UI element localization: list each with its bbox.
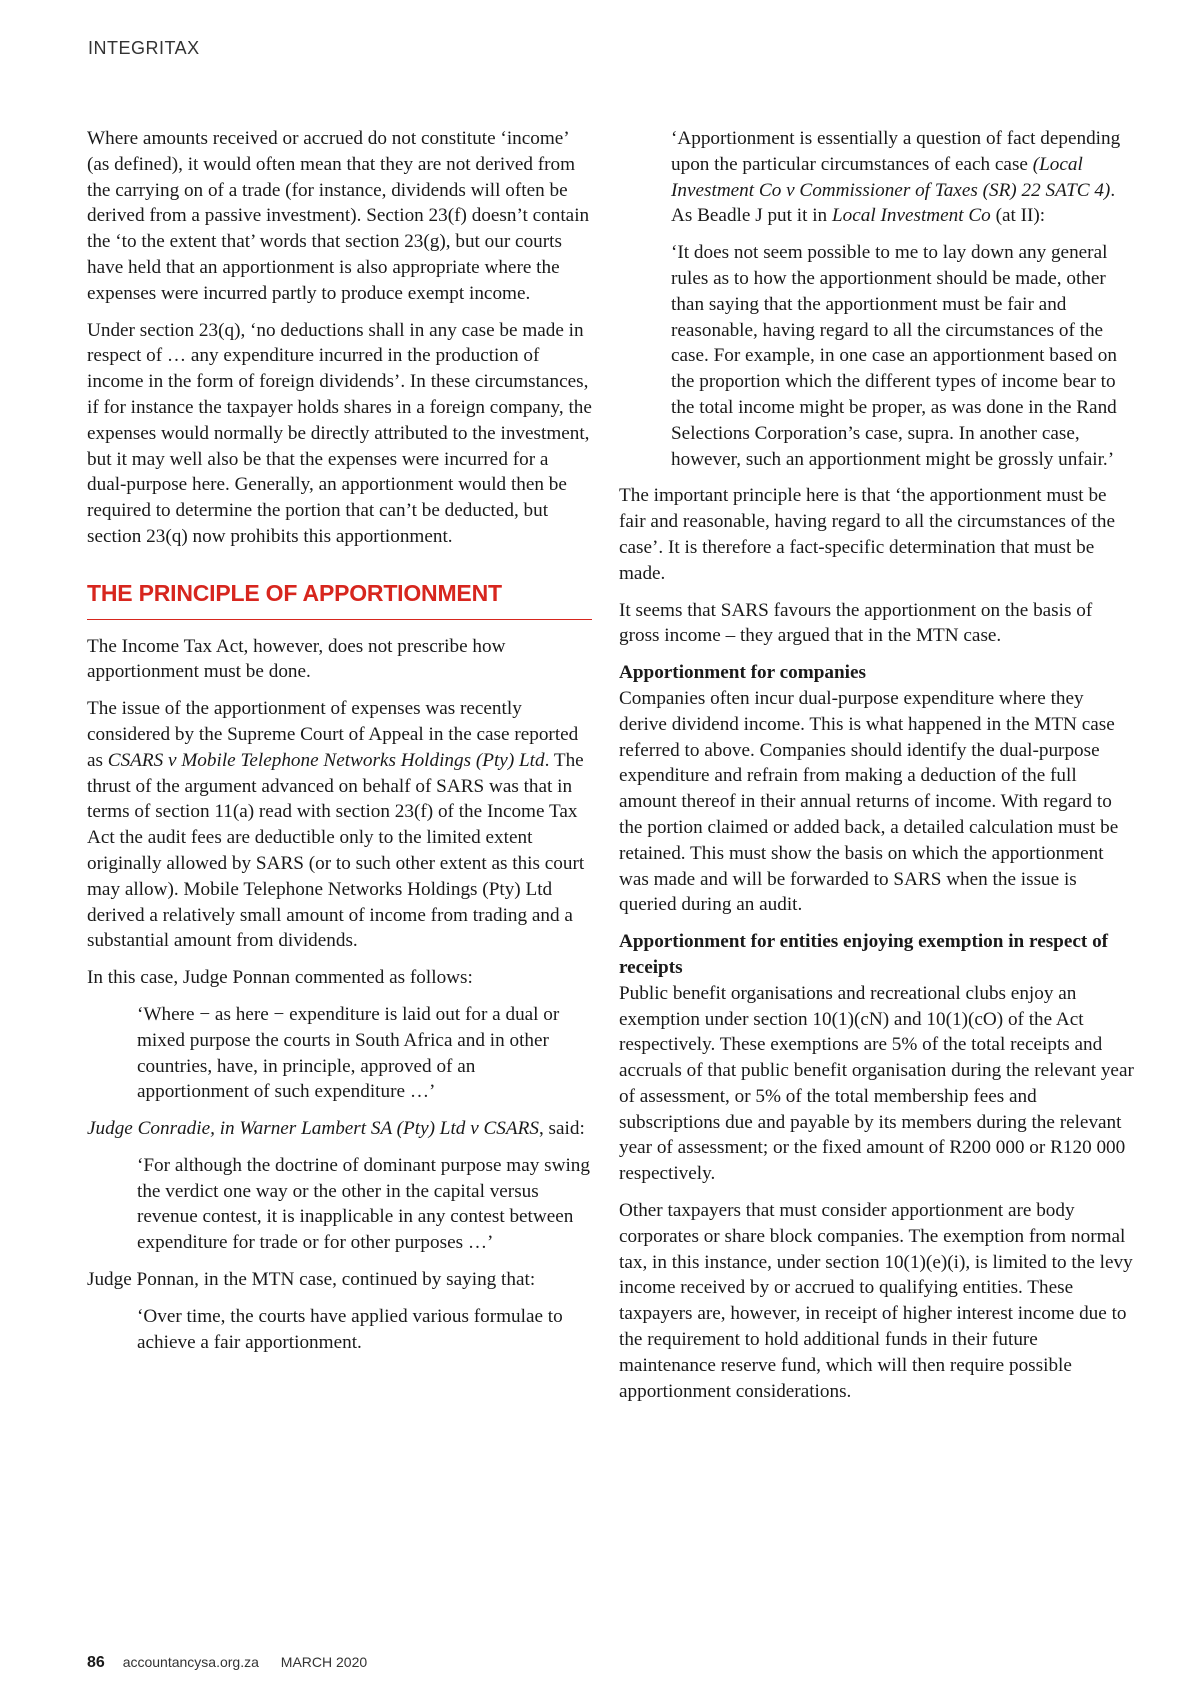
page-number: 86 — [87, 1654, 105, 1671]
case-citation: (Local Investment Co v Commissioner of Taxes (SR) 22 SATC 4) — [671, 153, 1111, 201]
paragraph: The Income Tax Act, however, does not prescribe how apportionment must be done. — [87, 635, 506, 683]
paragraph: Where amounts received or accrued do not constitute ‘income’ (as defined), it would often mean that they are not derived from the carrying on of a trade (for instance, dividends will often be derived from a passive investment). Section 23(f) doesn’t contain the ‘to the extent that’ words that section 23(g), but our courts have held that an apportionment is also appropriate where the expenses were incurred partly to produce exempt income. — [87, 128, 590, 304]
block-quote: ‘Apportionment is essentially a question of fact depending upon the particular circumstances of each case (Local Investment Co v Commissioner of Taxes (SR) 22 SATC 4). As Beadle J put it in Local Investment Co (at II): — [671, 128, 1121, 227]
paragraph: The important principle here is that ‘the apportionment must be fair and reasonable, having regard to all the circumstances of the case’. It is therefore a fact-specific determination that must be made. — [619, 485, 1115, 584]
paragraph: Judge Ponnan, in the MTN case, continued by saying that: — [87, 1269, 536, 1291]
paragraph: Other taxpayers that must consider apportionment are body corporates or share block companies. The exemption from normal tax, in this instance, under section 10(1)(e)(i), is limited to the levy income received by or accrued to qualifying entities. These taxpayers are, however, in receipt of higher interest income due to the requirement to hold additional funds in their future maintenance reserve fund, which will then require possible apportionment considerations. — [619, 1200, 1133, 1402]
paragraph: Apportionment for entities enjoying exemption in respect of receipts Public benefit organisations and recreational clubs enjoy an exemption under section 10(1)(cN) and 10(1)(cO) of the Act respectively. These exemptions are 5% of the total receipts and accruals of that public benefit organisation during the relevant year of assessment, or 5% of the total membership fees and subscriptions due and payable by its members during the relevant year of assessment; or the fixed amount of R200 000 or R120 000 respectively. — [619, 931, 1134, 1185]
block-quote: ‘Where − as here − expenditure is laid out for a dual or mixed purpose the courts in South Africa and in other countries, have, in principle, approved of an apportionment of such expenditure …’ — [137, 1003, 560, 1103]
left-column — [87, 126, 592, 1366]
page-footer — [87, 1654, 367, 1672]
publication-section-label: INTEGRITAX — [88, 38, 200, 58]
subheading: Apportionment for entities enjoying exemption in respect of receipts — [619, 931, 1109, 978]
section-heading: THE PRINCIPLE OF APPORTIONMENT — [87, 581, 592, 620]
website-link[interactable]: accountancysa.org.za — [122, 1654, 259, 1670]
right-column — [619, 126, 1134, 1415]
paragraph: Under section 23(q), ‘no deductions shall in any case be made in respect of … any expenditure incurred in the production of income in the form of foreign dividends’. In these circumstances, if for instance the taxpayer holds shares in a foreign company, the expenses would normally be directly attributed to the investment, but it may well also be that the expenses were incurred for a dual-purpose here. Generally, an apportionment would then be required to determine the portion that can’t be deducted, but section 23(q) now prohibits this apportionment. — [87, 319, 592, 547]
case-citation: Judge Conradie, in Warner Lambert SA (Pty) Ltd v CSARS — [87, 1118, 539, 1140]
paragraph: In this case, Judge Ponnan commented as follows: — [87, 967, 473, 989]
case-citation: Local Investment Co — [831, 205, 991, 227]
case-citation: CSARS v Mobile Telephone Networks Holdings (Pty) Ltd — [107, 749, 545, 771]
block-quote: ‘It does not seem possible to me to lay down any general rules as to how the apportionment should be made, other than saying that the apportionment must be fair and reasonable, having regard to all the circumstances of the case. For example, in one case an apportionment based on the proportion which the different types of income bear to the total income might be proper, as was done in the Rand Selections Corporation’s case, supra. In another case, however, such an apportionment might be grossly unfair.’ — [671, 242, 1117, 470]
subheading: Apportionment for companies — [619, 662, 866, 684]
issue-date: MARCH 2020 — [280, 1654, 368, 1670]
paragraph: Judge Conradie, in Warner Lambert SA (Pty) Ltd v CSARS, said: — [87, 1118, 585, 1140]
paragraph: The issue of the apportionment of expenses was recently considered by the Supreme Court of Appeal in the case reported as CSARS v Mobile Telephone Networks Holdings (Pty) Ltd. The thrust of the argument advanced on behalf of SARS was that in terms of section 11(a) read with section 23(f) of the Income Tax Act the audit fees are deductible only to the limited extent originally allowed by SARS (or to such other extent as this court may allow). Mobile Telephone Networks Holdings (Pty) Ltd derived a relatively small amount of income from trading and a substantial amount from dividends. — [87, 698, 585, 952]
block-quote: ‘For although the doctrine of dominant purpose may swing the verdict one way or the other in the capital versus revenue contest, it is inapplicable in any contest between expenditure for trade or for other purposes …’ — [137, 1154, 590, 1254]
block-quote: ‘Over time, the courts have applied various formulae to achieve a fair apportionment. — [137, 1305, 563, 1353]
paragraph: It seems that SARS favours the apportionment on the basis of gross income – they argued that in the MTN case. — [619, 599, 1093, 647]
paragraph: Apportionment for companies Companies often incur dual-purpose expenditure where they derive dividend income. This is what happened in the MTN case referred to above. Companies should identify the dual-purpose expenditure and refrain from making a deduction of the full amount thereof in their annual returns of income. With regard to the portion claimed or added back, a detailed calculation must be retained. This must show the basis on which the apportionment was made and will be forwarded to SARS when the issue is queried during an audit. — [619, 660, 1134, 918]
